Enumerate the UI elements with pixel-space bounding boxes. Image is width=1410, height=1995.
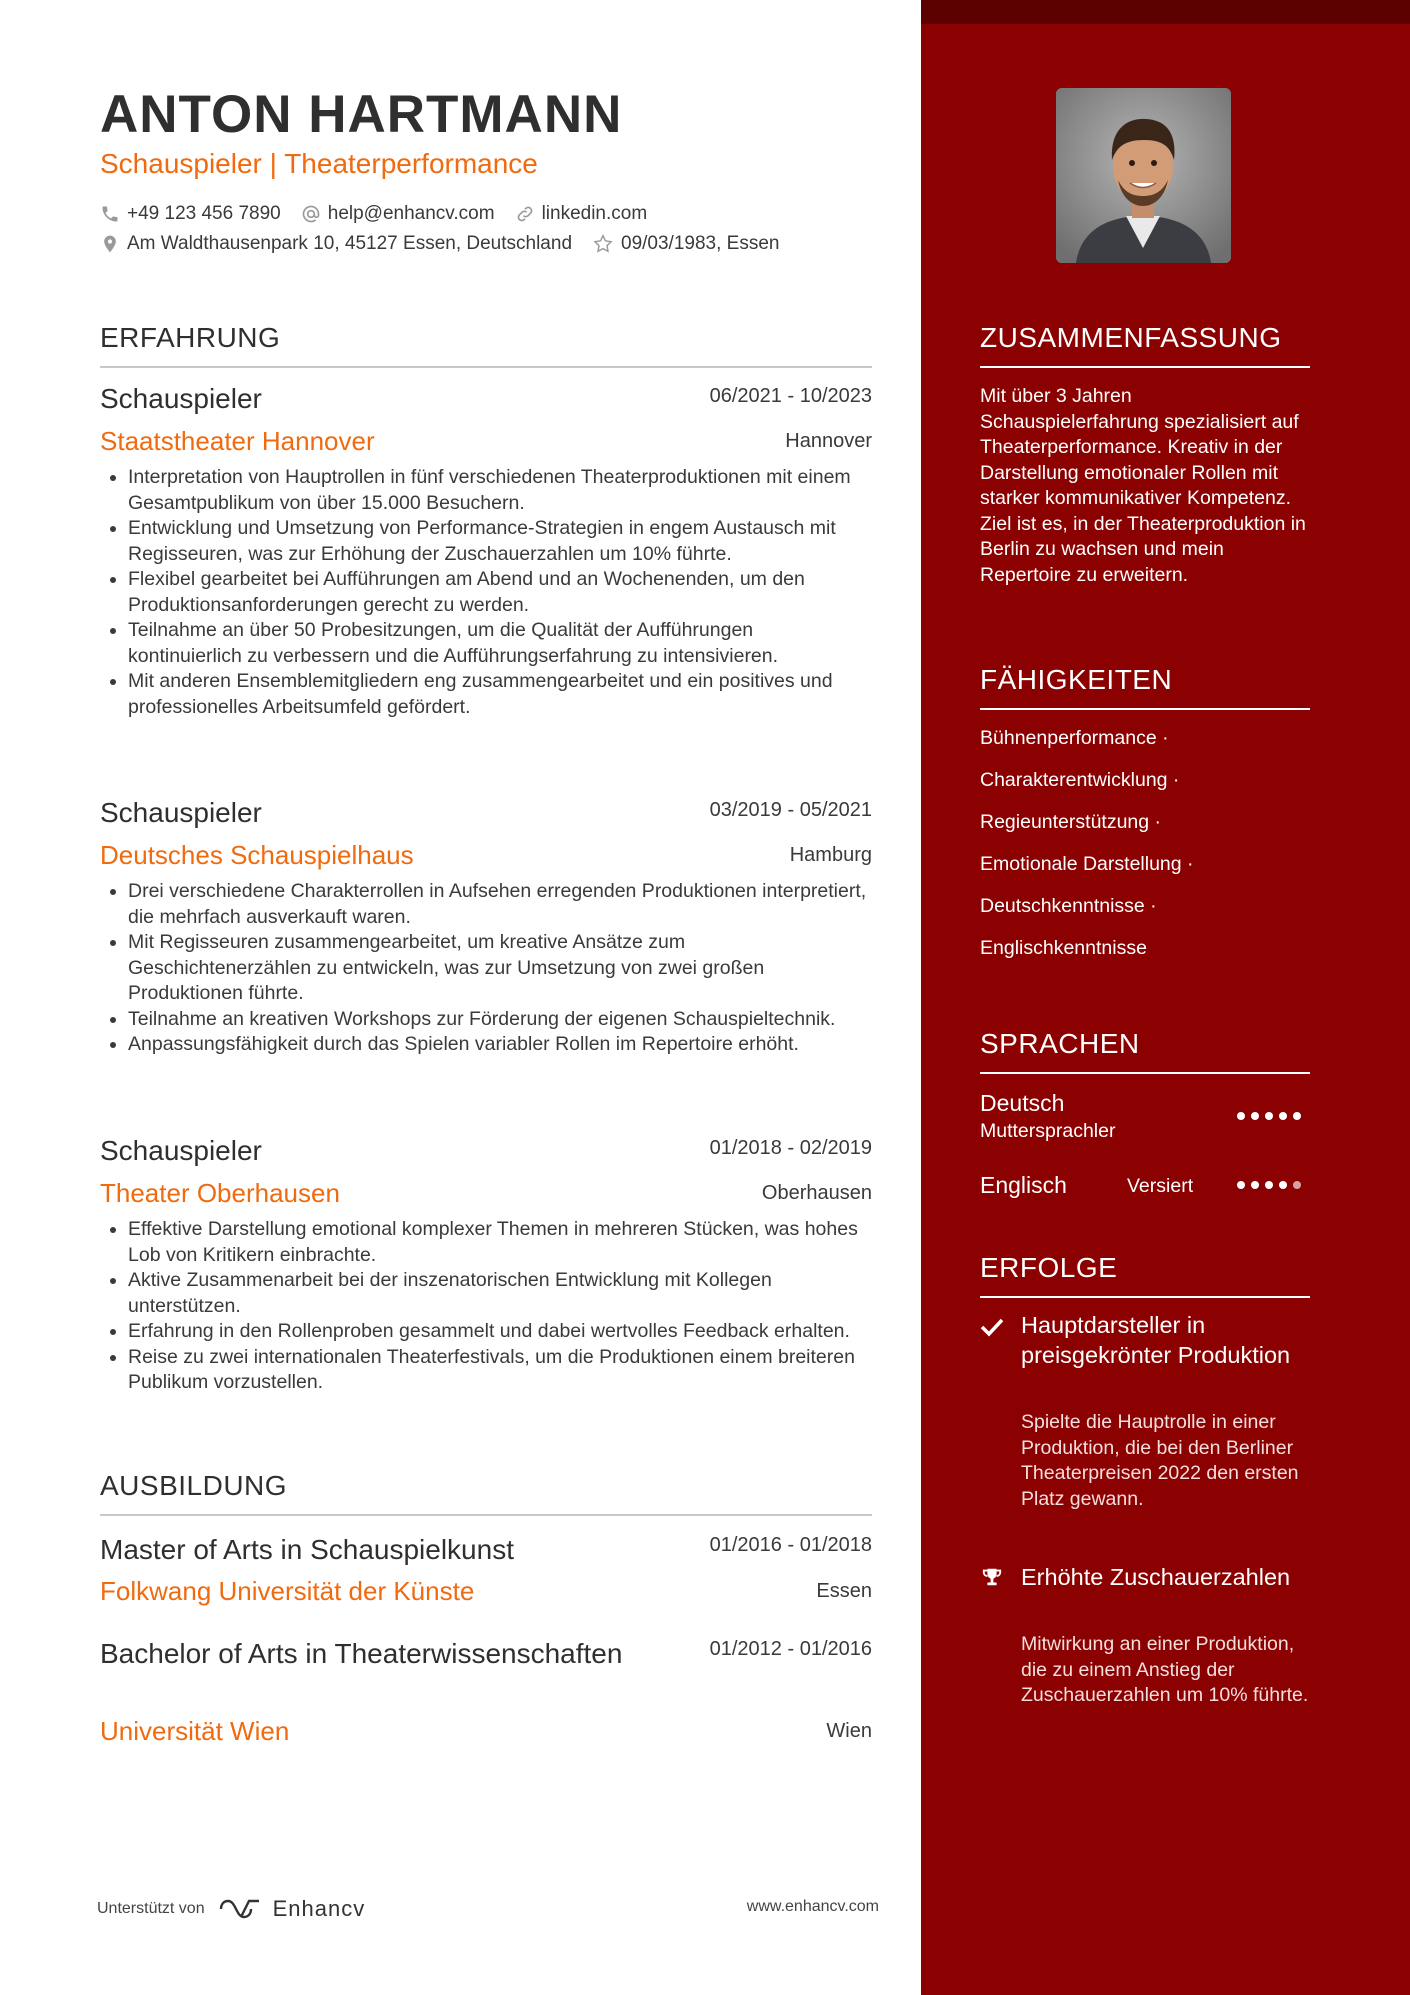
job-dates: 03/2019 - 05/2021 [709, 799, 872, 821]
language-level: Muttersprachler [980, 1120, 1116, 1142]
contact-email[interactable] [301, 203, 495, 225]
edu-dates: 01/2016 - 01/2018 [709, 1534, 872, 1556]
job-bullets [100, 1217, 872, 1396]
job-location: Hannover [785, 430, 872, 452]
linkedin-text: linkedin.com [541, 203, 648, 224]
job-role: Schauspieler [100, 797, 262, 828]
bullet-item: • Anpassungsfähigkeit durch das Spielen variabler Rollen im Repertoire erhöht. [128, 1032, 872, 1058]
skills-section-title: FÄHIGKEITEN [980, 664, 1310, 710]
checkmark-icon [980, 1317, 1004, 1337]
edu-location: Wien [826, 1720, 872, 1742]
at-icon [301, 204, 321, 224]
language-level: Versiert [1127, 1175, 1194, 1197]
candidate-headline: Schauspieler | Theaterperformance [100, 148, 538, 179]
candidate-name: ANTON HARTMANN [100, 85, 623, 144]
powered-by-text: Unterstützt von [97, 1900, 205, 1917]
rating-dot [1279, 1112, 1287, 1120]
edu-degree: Master of Arts in Schauspielkunst [100, 1534, 514, 1565]
bullet-item: • Mit Regisseuren zusammengearbeitet, um kreative Ansätze zum Geschichtenerzählen zu entwickeln, was zur Umsetzung von zwei großen Produktionen führte. [128, 930, 872, 1007]
achievements-section-title: ERFOLGE [980, 1252, 1310, 1298]
language-name: Englisch [980, 1172, 1067, 1198]
rating-dot [1293, 1112, 1301, 1120]
rating-dot [1251, 1181, 1259, 1189]
footer-powered-by [97, 1896, 365, 1922]
contact-linkedin[interactable] [515, 203, 648, 225]
job-role: Schauspieler [100, 383, 262, 414]
job-company: Staatstheater Hannover [100, 426, 375, 456]
education-section-title: AUSBILDUNG [100, 1470, 872, 1516]
skill-item: Englischkenntnisse [980, 937, 1147, 959]
address-text: Am Waldthausenpark 10, 45127 Essen, Deutschland [127, 233, 573, 254]
bullet-item: • Aktive Zusammenarbeit bei der inszenatorischen Entwicklung mit Kollegen unterstützen. [128, 1268, 872, 1319]
bullet-item: • Drei verschiedene Charakterrollen in Aufsehen erregenden Produktionen interpretiert, die mehrfach ausverkauft waren. [128, 879, 872, 930]
skill-item: Deutschkenntnisse · [980, 895, 1157, 917]
edu-school: Universität Wien [100, 1716, 290, 1746]
skill-item: Charakterentwicklung · [980, 769, 1180, 791]
location-pin-icon [100, 234, 120, 254]
bullet-item: • Entwicklung und Umsetzung von Performance-Strategien in engem Austausch mit Regisseuren, was zur Erhöhung der Zuschauerzahlen um 10% führte. [128, 516, 872, 567]
achievement-desc: Mitwirkung an einer Produktion, die zu einem Anstieg der Zuschauerzahlen um 10% führte. [1021, 1633, 1309, 1706]
job-dates: 06/2021 - 10/2023 [709, 385, 872, 407]
contact-phone [100, 203, 281, 225]
bullet-item: • Erfahrung in den Rollenproben gesammelt und dabei wertvolles Feedback erhalten. [128, 1319, 872, 1345]
contact-row-1 [100, 203, 667, 225]
skill-item: Emotionale Darstellung · [980, 853, 1194, 875]
enhancv-logo-icon [217, 1897, 267, 1921]
bullet-item: • Flexibel gearbeitet bei Aufführungen am Abend und an Wochenenden, um den Produktionsanforderungen gerecht zu werden. [128, 567, 872, 618]
achievement-desc: Spielte die Hauptrolle in einer Produktion, die bei den Berliner Theaterpreisen 2022 den ersten Platz gewann. [1021, 1411, 1299, 1510]
sidebar [921, 0, 1410, 1995]
edu-dates: 01/2012 - 01/2016 [709, 1638, 872, 1660]
trophy-icon [980, 1566, 1004, 1588]
achievement-title: Erhöhte Zuschauerzahlen [1021, 1564, 1291, 1590]
job-role: Schauspieler [100, 1135, 262, 1166]
job-bullets [100, 879, 872, 1058]
job-company: Theater Oberhausen [100, 1178, 340, 1208]
profile-photo [1056, 88, 1231, 263]
rating-dot [1237, 1112, 1245, 1120]
rating-dot [1265, 1112, 1273, 1120]
job-dates: 01/2018 - 02/2019 [709, 1137, 872, 1159]
phone-icon [100, 204, 120, 224]
rating-dot [1279, 1181, 1287, 1189]
job-company: Deutsches Schauspielhaus [100, 840, 414, 870]
rating-dot [1251, 1112, 1259, 1120]
bullet-item: • Teilnahme an über 50 Probesitzungen, um die Qualität der Aufführungen kontinuierlich zu verbessern und die Aufführungserfahrung zu intensivieren. [128, 618, 872, 669]
job-location: Oberhausen [761, 1182, 872, 1204]
bullet-item: • Teilnahme an kreativen Workshops zur Förderung der eigenen Schauspieltechnik. [128, 1007, 872, 1033]
job-location: Hamburg [789, 844, 872, 866]
bullet-item: • Interpretation von Hauptrollen in fünf verschiedenen Theaterproduktionen mit einem Gesamtpublikum von über 15.000 Besuchern. [128, 465, 872, 516]
language-rating [1237, 1181, 1307, 1189]
experience-section-title: ERFAHRUNG [100, 322, 872, 368]
avatar-icon [1056, 88, 1231, 263]
phone-text: +49 123 456 7890 [127, 203, 281, 224]
rating-dot [1237, 1181, 1245, 1189]
sidebar-top-band [921, 0, 1410, 24]
edu-school: Folkwang Universität der Künste [100, 1576, 475, 1606]
contact-row-2 [100, 233, 799, 255]
languages-section-title: SPRACHEN [980, 1028, 1310, 1074]
edu-degree: Bachelor of Arts in Theaterwissenschaften [100, 1638, 623, 1669]
skill-item: Regieunterstützung · [980, 811, 1162, 833]
job-bullets [100, 465, 872, 720]
brand-name: Enhancv [272, 1896, 366, 1921]
achievement-title: Hauptdarsteller in preisgekrönter Produktion [1021, 1312, 1291, 1368]
bullet-item: • Effektive Darstellung emotional komplexer Themen in mehreren Stücken, was hohes Lob von Kritikern einbrachte. [128, 1217, 872, 1268]
rating-dot [1293, 1181, 1301, 1189]
star-icon [592, 233, 614, 255]
email-text: help@enhancv.com [327, 203, 495, 224]
edu-location: Essen [816, 1580, 872, 1602]
birth-text: 09/03/1983, Essen [621, 233, 780, 254]
bullet-item: • Mit anderen Ensemblemitgliedern eng zusammengearbeitet und ein positives und professionelles Arbeitsumfeld gefördert. [128, 669, 872, 720]
footer-url[interactable]: www.enhancv.com [746, 1898, 879, 1915]
language-name: Deutsch [980, 1090, 1065, 1116]
contact-birth [592, 233, 779, 255]
link-icon [515, 204, 535, 224]
rating-dot [1265, 1181, 1273, 1189]
summary-section-title: ZUSAMMENFASSUNG [980, 322, 1310, 368]
summary-text: Mit über 3 Jahren Schauspielerfahrung spezialisiert auf Theaterperformance. Kreativ in der Darstellung emotionaler Rollen mit starker kommunikativer Kompetenz. Ziel ist es, in der Theaterproduktion in Berlin zu wachsen und mein Repertoire zu erweitern. [980, 385, 1306, 586]
language-rating [1237, 1112, 1307, 1120]
bullet-item: • Reise zu zwei internationalen Theaterfestivals, um die Produktionen einem breiteren Publikum vorzustellen. [128, 1345, 872, 1396]
contact-address [100, 233, 572, 255]
skill-item: Bühnenperformance · [980, 727, 1169, 749]
